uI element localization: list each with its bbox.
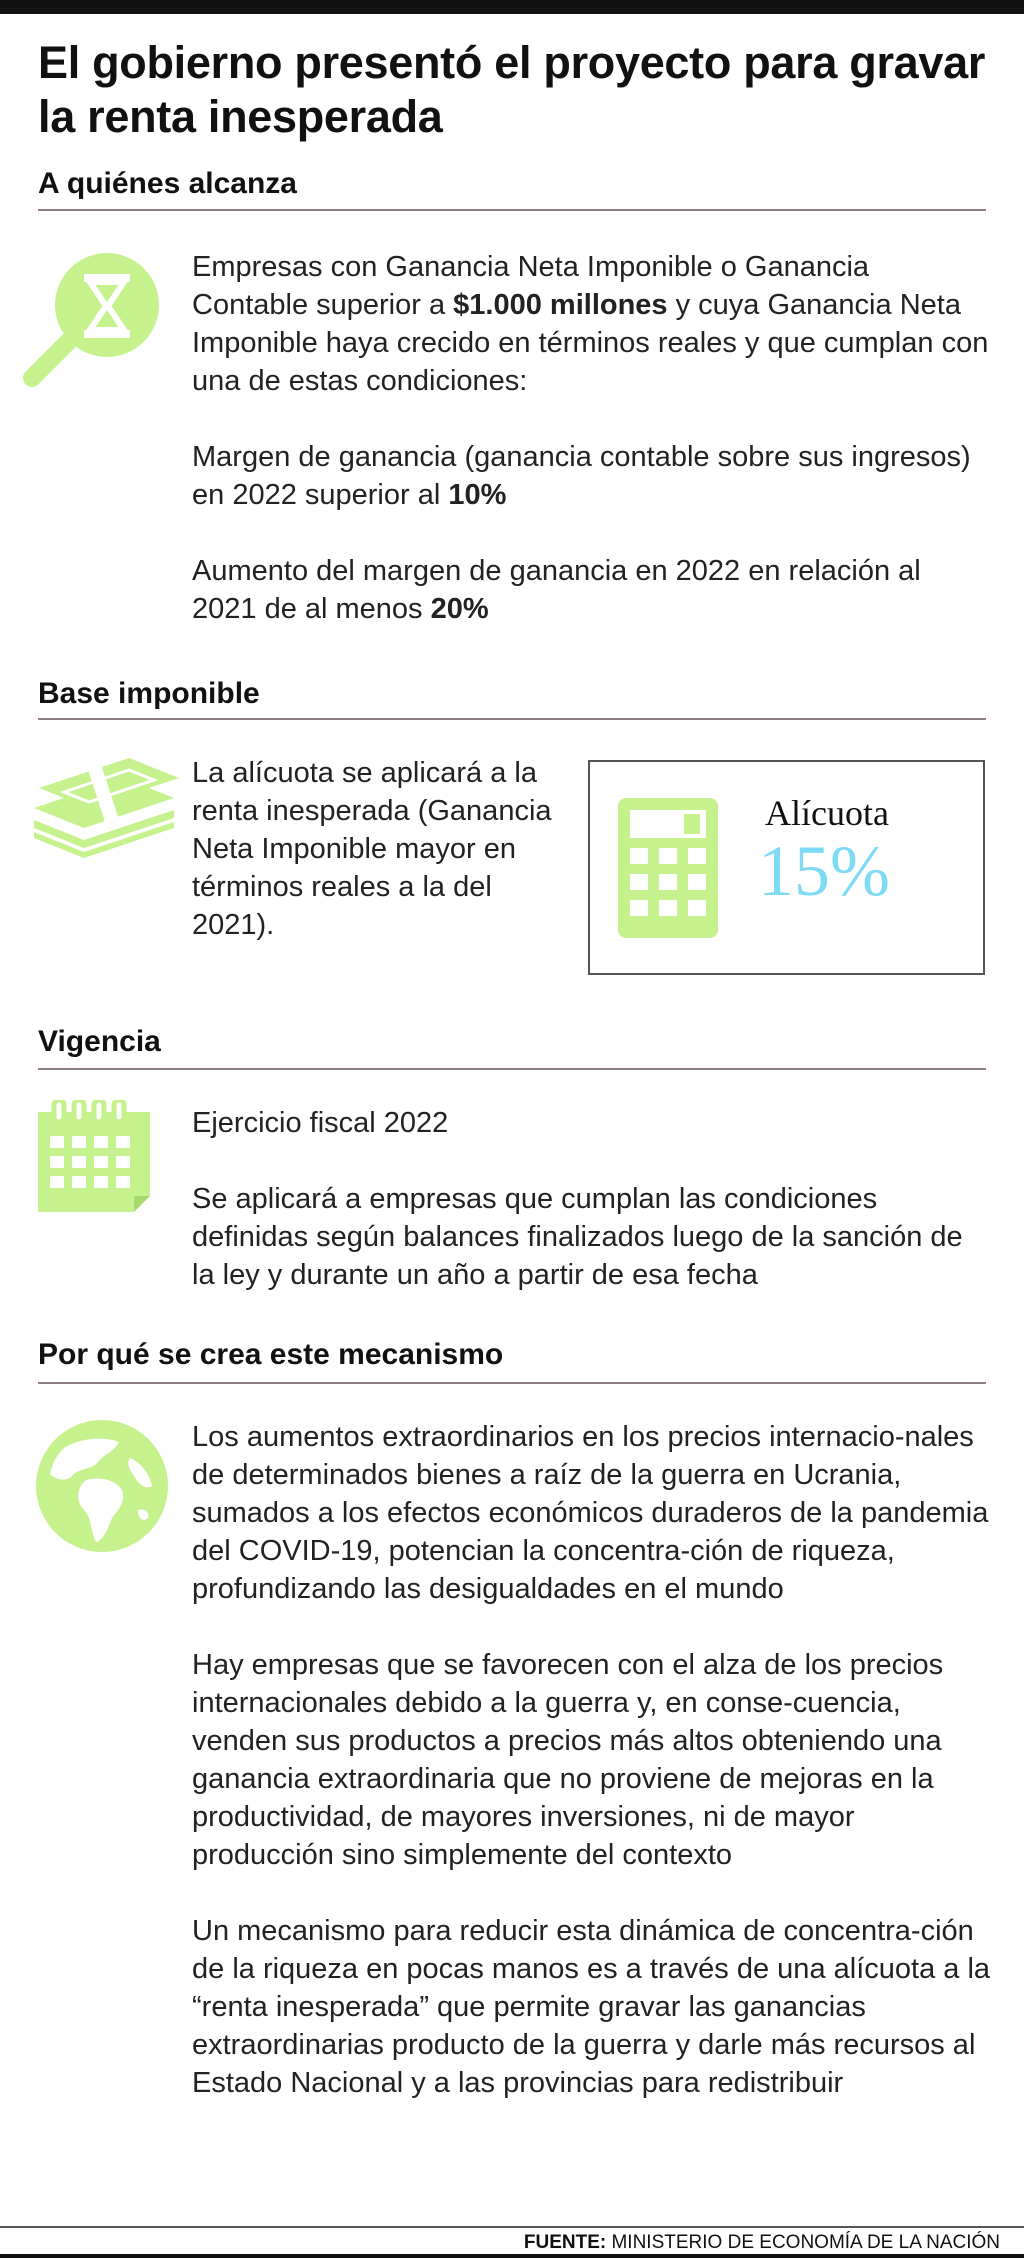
section-rule [38,718,986,720]
calendar-icon [38,1100,158,1217]
alcance-p3-value: 20% [430,593,489,625]
porque-text [192,1418,992,2102]
alcance-p1-text-end: y cuya Ganancia Neta Imponible haya crecido en términos reales y que cumplan con una de estas condiciones: [192,289,989,397]
source-credit [524,2232,1000,2254]
globe-icon [34,1418,170,1559]
alcance-p2-text: Margen de ganancia (ganancia contable sobre sus ingresos) en 2022 superior al [192,441,971,511]
base-text: La alícuota se aplicará a la renta inesperada (Ganancia Neta Imponible mayor en términos reales a la del 2021). [192,757,552,941]
porque-paragraph-2: Hay empresas que se favorecen con el alza de los precios internacionales debido a la guerra y, en conse-cuencia, venden sus productos a precios más altos obteniendo una ganancia extraordinaria que no proviene de mejoras en la productividad, de mayores inversiones, ni de mayor producción sino simplemente del contexto [192,1649,944,1871]
porque-paragraph-1: Los aumentos extraordinarios en los precios internacio-nales de determinados bienes a raíz de la guerra en Ucrania, sumados a los efectos económicos duraderos de la pandemia del COVID-19, potencian la concentra-ción de riqueza, profundizando las desigualdades en el mundo [192,1421,989,1605]
section-heading-porque: Por qué se crea este mecanismo [38,1338,504,1371]
page-title: El gobierno presentó el proyecto para gravar la renta inesperada [38,37,986,142]
top-bar [0,0,1024,14]
alicuota-label: Alícuota [765,793,889,833]
alcance-paragraph-2 [192,438,992,514]
porque-paragraph-3: Un mecanismo para reducir esta dinámica de concentra-ción de la riqueza en pocas manos es a través de una alícuota a la “renta inesperada” que permite gravar las ganancias extraordinarias producto de la guerra y darle más recursos al Estado Nacional y a las provincias para redistribuir [192,1915,991,2099]
alcance-threshold: $1.000 millones [453,289,668,321]
alcance-p1-text: Empresas con Ganancia Neta Imponible o Ganancia Contable superior a [192,251,870,321]
magnifier-hourglass-icon [22,250,172,395]
section-heading-vigencia: Vigencia [38,1025,161,1058]
money-stack-icon [34,748,184,863]
section-rule [38,1068,986,1070]
alcance-p3-text: Aumento del margen de ganancia en 2022 en relación al 2021 de al menos [192,555,921,625]
source-text: MINISTERIO DE ECONOMÍA DE LA NACIÓN [606,2232,1000,2253]
vigencia-paragraph-2: Se aplicará a empresas que cumplan las condiciones definidas según balances finalizados luego de la sanción de la ley y durante un año a partir de esa fecha [192,1183,963,1291]
section-rule [38,209,986,211]
alcance-p2-value: 10% [448,479,507,511]
alcance-paragraph-1 [192,248,992,400]
alicuota-value: 15% [758,831,890,911]
source-label: FUENTE: [523,2232,607,2253]
calculator-icon [618,798,718,943]
alicuota-box [588,760,985,975]
alcance-text [192,248,992,628]
section-rule [38,1382,986,1384]
alcance-paragraph-3 [192,552,992,628]
vigencia-text [192,1104,992,1294]
vigencia-paragraph-1: Ejercicio fiscal 2022 [192,1107,449,1139]
section-heading-base: Base imponible [38,677,260,710]
section-heading-alcance: A quiénes alcanza [38,167,297,200]
footer-rule [0,2226,1024,2228]
bottom-bar [0,2254,1024,2258]
